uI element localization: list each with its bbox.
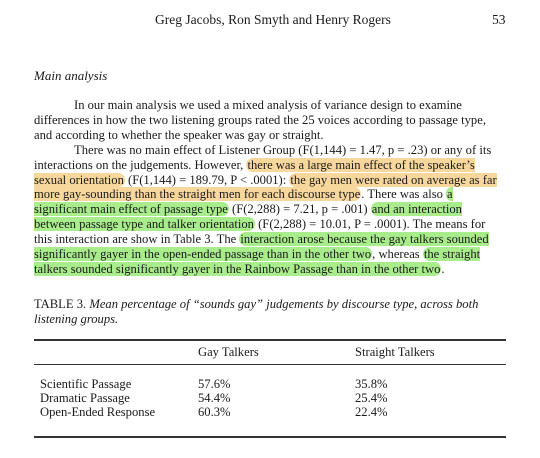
table-label: TABLE 3. xyxy=(34,297,87,311)
highlight-green-2: and an interaction between passage type and talker orientation xyxy=(34,202,462,232)
table-row xyxy=(0,405,540,420)
body-text xyxy=(34,98,506,277)
column-header-straight-talkers: Straight Talkers xyxy=(355,345,435,359)
highlight-green-3: interaction arose because the gay talkers sounded significantly gayer in the open-ended passage than in the other two xyxy=(34,232,489,262)
table-caption xyxy=(34,297,508,327)
paragraph-2 xyxy=(34,143,506,277)
cell-straight: 22.4% xyxy=(355,405,388,419)
section-title: Main analysis xyxy=(34,68,108,83)
highlight-green-1: a significant main effect of passage type xyxy=(34,187,453,217)
highlight-orange-2: the gay men were rated on average as far more gay-sounding than the straight men for each discourse type xyxy=(34,172,497,202)
paragraph-2-text-2: (F(1,144) = 189.79, P < .0001): xyxy=(124,172,290,187)
cell-straight: 25.4% xyxy=(355,391,388,405)
paragraph-2-text-1: There was no main effect of Listener Group (F(1,144) = 1.47, p = .23) or any of its interactions on the judgements. However, xyxy=(34,142,492,172)
paragraph-2-text-5: (F(2,288) = 10.01, P = .0001). The means for this interaction are show in Table 3. The xyxy=(34,217,486,247)
header-authors: Greg Jacobs, Ron Smyth and Henry Rogers xyxy=(155,12,391,27)
paragraph-2-text-4: (F(2,288) = 7.21, p = .001) xyxy=(228,202,371,217)
page-number: 53 xyxy=(492,12,506,27)
cell-straight: 35.8% xyxy=(355,377,388,391)
column-header-gay-talkers: Gay Talkers xyxy=(198,345,259,359)
running-header xyxy=(0,12,540,32)
table-top-rule xyxy=(34,339,506,341)
table-caption-text: Mean percentage of “sounds gay” judgements by discourse type, across both listening groups. xyxy=(34,297,479,326)
paragraph-2-text-3: . There was also xyxy=(361,187,447,202)
highlight-orange-1: there was a large main effect of the speaker’s sexual orientation xyxy=(34,157,475,187)
row-label: Dramatic Passage xyxy=(40,391,130,405)
paragraph-2-text-7: . xyxy=(441,261,445,276)
table-bottom-rule xyxy=(34,436,506,438)
cell-gay: 60.3% xyxy=(198,405,231,419)
row-label: Scientific Passage xyxy=(40,377,132,391)
cell-gay: 54.4% xyxy=(198,391,231,405)
table-row xyxy=(0,391,540,406)
paragraph-1: In our main analysis we used a mixed analysis of variance design to examine differences in how the two listening groups rated the 25 voices according to passage type, and according to whether the speaker was gay or straight. xyxy=(34,98,486,142)
row-label: Open-Ended Response xyxy=(40,405,156,419)
highlight-green-4: the straight talkers sounded significantly gayer in the Rainbow Passage than in the other two xyxy=(34,247,481,276)
table-row xyxy=(0,377,540,392)
cell-gay: 57.6% xyxy=(198,377,231,391)
table-header-rule xyxy=(34,364,506,365)
paragraph-2-text-6: , whereas xyxy=(372,247,423,262)
